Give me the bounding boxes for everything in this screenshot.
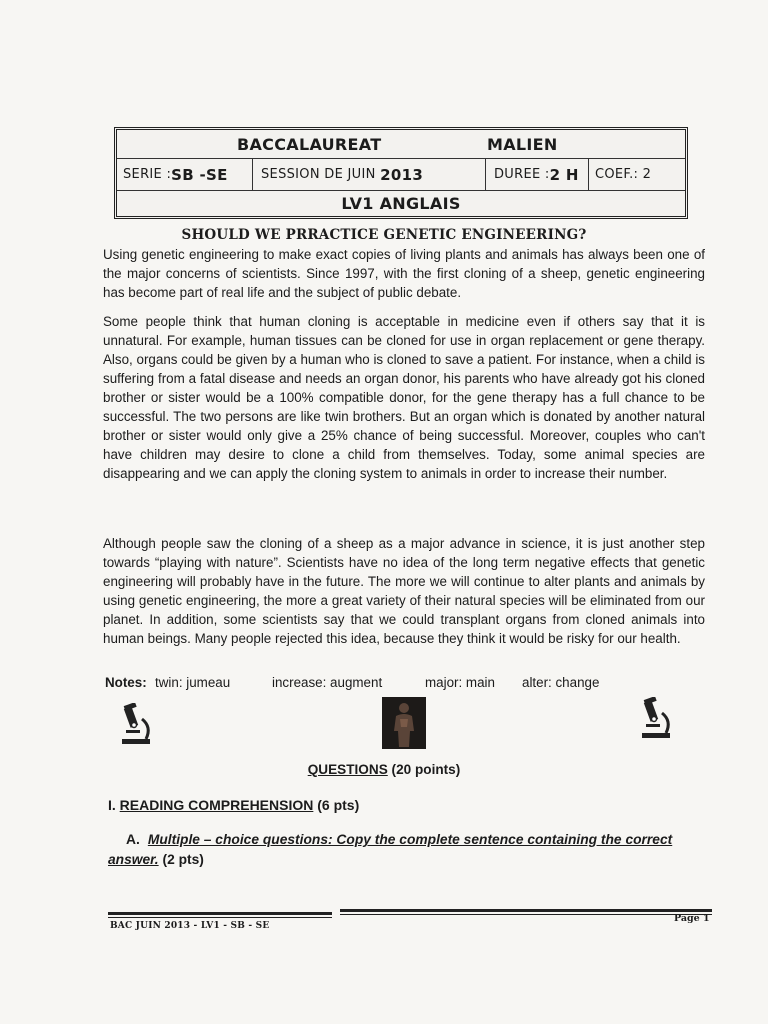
subsection-a	[108, 830, 688, 870]
session-cell	[253, 159, 486, 190]
subsection-instruction: Multiple – choice questions: Copy the complete sentence containing the correct answer.	[108, 832, 673, 867]
session-year: 2013	[380, 165, 424, 184]
note-major: major: main	[425, 675, 495, 690]
session-label: SESSION DE JUIN	[261, 167, 376, 182]
microscope-icon	[118, 703, 154, 750]
baccalaureat-label: BACCALAUREAT	[237, 134, 382, 154]
paragraph-1: Using genetic engineering to make exact copies of living plants and animals has always been one of the major concerns of scientists. Since 1997, with the first cloning of a sheep, genetic engineering has become part of real life and the subject of public debate.	[103, 247, 705, 300]
note-twin: twin: jumeau	[155, 675, 231, 690]
section-points: (6 pts)	[317, 797, 360, 813]
exam-header-table	[114, 127, 688, 219]
footer-page-number: Page 1	[674, 913, 710, 924]
serie-cell	[117, 159, 253, 190]
subsection-points: (2 pts)	[162, 852, 204, 867]
human-figure-icon	[382, 697, 426, 754]
header-row-title	[117, 130, 685, 159]
section-reading-comprehension	[108, 797, 359, 813]
paragraph-2: Some people think that human cloning is acceptable in medicine even if others say that it is unnatural. For example, human tissues can be cloned for use in organ replacement or gene therapy. Also, organs could be given by a human who is cloned to save a patient. For instance, when a child is suffering from a fatal disease and needs an organ donor, his parents who have already got his cloned brother or sister would be a 100% compatible donor, for the gene therapy has a full chance to be successful. The two persons are like twin brothers. But an organ which is donated by another natural brother or sister would only give a 25% chance of being successful. Moreover, couples who can't have children may desire to clone a child from themselves. Today, some animal species are disappearing and we can apply the cloning system to animals in order to increase their number.	[103, 314, 705, 481]
footer-divider-left-thin	[108, 917, 332, 918]
notes-label: Notes:	[105, 675, 147, 690]
note-increase: increase: augment	[272, 675, 383, 690]
header-row-subject	[117, 191, 685, 215]
microscope-icon	[638, 697, 674, 744]
footer-exam-reference: BAC JUIN 2013 - LV1 - SB - SE	[110, 921, 270, 931]
duree-label: DUREE :	[494, 167, 550, 182]
duree-value: 2 H	[549, 165, 579, 184]
footer-divider-right-thin	[340, 914, 712, 915]
section-label: READING COMPREHENSION	[119, 797, 314, 813]
duree-cell	[486, 159, 589, 190]
text-title: SHOULD WE PRRACTICE GENETIC ENGINEERING?	[181, 227, 587, 243]
subsection-letter: A.	[126, 832, 140, 847]
paragraph-3: Although people saw the cloning of a sheep as a major advance in science, it is just another step towards “playing with nature”. Scientists have no idea of the long term negative effects that genetic engineering will probably have in the future. The more we will continue to alter plants and animals by using genetic engineering, the more a great variety of their natural species will be eliminated from our planet. In addition, some scientists say that we could transplant organs from cloned animals into human beings. Many people rejected this idea, because they think it would be risky for our health.	[103, 536, 705, 646]
header-row-info	[117, 159, 685, 191]
questions-label: QUESTIONS	[307, 762, 388, 777]
serie-label: SERIE :	[123, 167, 172, 182]
serie-value: SB -SE	[171, 165, 228, 184]
note-alter: alter: change	[522, 675, 600, 690]
coef-cell: COEF.: 2	[595, 167, 652, 182]
footer-divider-left	[108, 912, 332, 915]
footer-divider-right	[340, 909, 712, 912]
malien-label: MALIEN	[487, 134, 558, 154]
section-number: I.	[108, 797, 116, 813]
questions-points: (20 points)	[391, 762, 461, 777]
questions-heading	[0, 762, 768, 777]
subject-label: LV1 ANGLAIS	[341, 193, 461, 213]
